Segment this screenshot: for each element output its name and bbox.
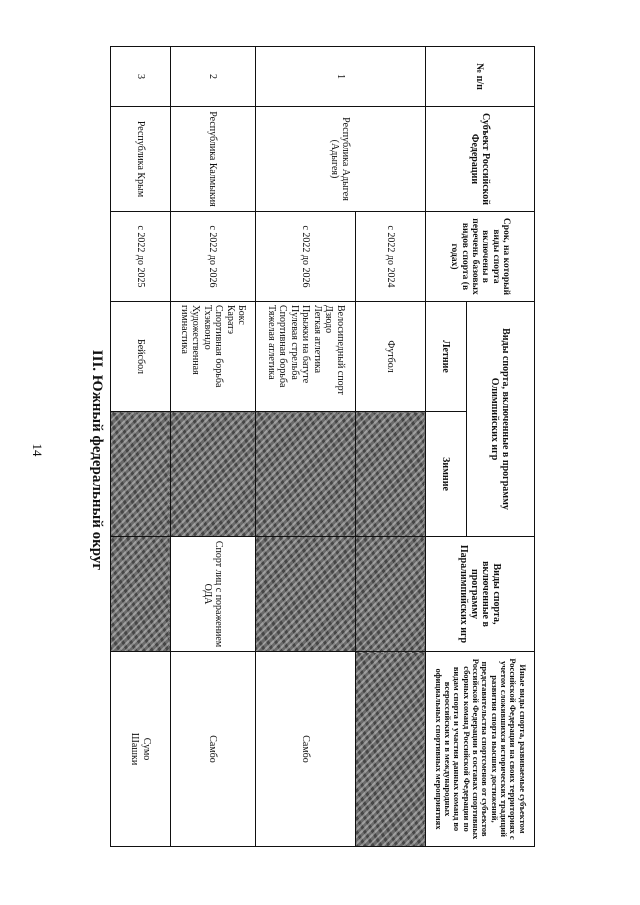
row-summer: Футбол xyxy=(356,302,426,412)
row-num: 3 xyxy=(111,47,171,107)
row-other: Самбо xyxy=(171,652,256,847)
row-winter-empty xyxy=(171,412,256,537)
row-paralympic-empty xyxy=(356,537,426,652)
row-subject: Республика Крым xyxy=(111,107,171,212)
row-other-empty xyxy=(356,652,426,847)
row-paralympic-empty xyxy=(111,537,171,652)
table-row xyxy=(111,47,171,847)
header-other: Иные виды спорта, развиваемые субъектом Российской Федерации на своих территориях с учетом сложившихся исторических традиций развития спорта высших достижений, представительства спортсменов от субъектов Российской Федерации в составах спортивных сборных команд Российской Федерации по видам спорта и участия данных команд во всероссийских и в международных официальных спортивных мероприятиях xyxy=(426,652,535,847)
header-olympic: Виды спорта, включенные в программу Олимпийских игр xyxy=(466,302,534,537)
row-num: 2 xyxy=(171,47,256,107)
row-term: с 2022 до 2025 xyxy=(111,212,171,302)
row-subject: Республика Адыгея (Адыгея) xyxy=(256,107,426,212)
row-winter-empty xyxy=(256,412,356,537)
sports-table xyxy=(110,46,535,847)
row-term: с 2022 до 2026 xyxy=(256,212,356,302)
row-summer: Бейсбол xyxy=(111,302,171,412)
section-title: III. Южный федеральный округ xyxy=(89,349,105,571)
row-winter-empty xyxy=(111,412,171,537)
row-other: Сумо Шашки xyxy=(111,652,171,847)
header-num: № п/п xyxy=(426,47,535,107)
row-summer: Велосипедный спорт Дзюдо Легкая атлетика Прыжки на батуте Пулевая стрельба Спортивная борьба Тяжелая атлетика xyxy=(256,302,356,412)
row-winter-empty xyxy=(356,412,426,537)
row-paralympic: Спорт лиц с поражением ОДА xyxy=(171,537,256,652)
table-row xyxy=(171,47,256,847)
row-summer: Бокс Каратэ Спортивная борьба Тхэквондо Художественная гимнастика xyxy=(171,302,256,412)
header-term: Срок, на который виды спорта включены в перечень базовых видов спорта (в годах) xyxy=(426,212,535,302)
row-other: Самбо xyxy=(256,652,356,847)
row-term: с 2022 до 2024 xyxy=(356,212,426,302)
row-paralympic-empty xyxy=(256,537,356,652)
header-paralympic: Виды спорта, включенные в программу Паралимпийских игр xyxy=(426,537,535,652)
row-subject: Республика Калмыкия xyxy=(171,107,256,212)
table-row xyxy=(356,47,426,847)
page-number: 14 xyxy=(30,443,45,457)
row-term: с 2022 до 2026 xyxy=(171,212,256,302)
header-row-1 xyxy=(466,47,534,847)
header-summer: Летние xyxy=(426,302,467,412)
header-subject: Субъект Российской Федерации xyxy=(426,107,535,212)
header-winter: Зимние xyxy=(426,412,467,537)
row-num: 1 xyxy=(256,47,426,107)
